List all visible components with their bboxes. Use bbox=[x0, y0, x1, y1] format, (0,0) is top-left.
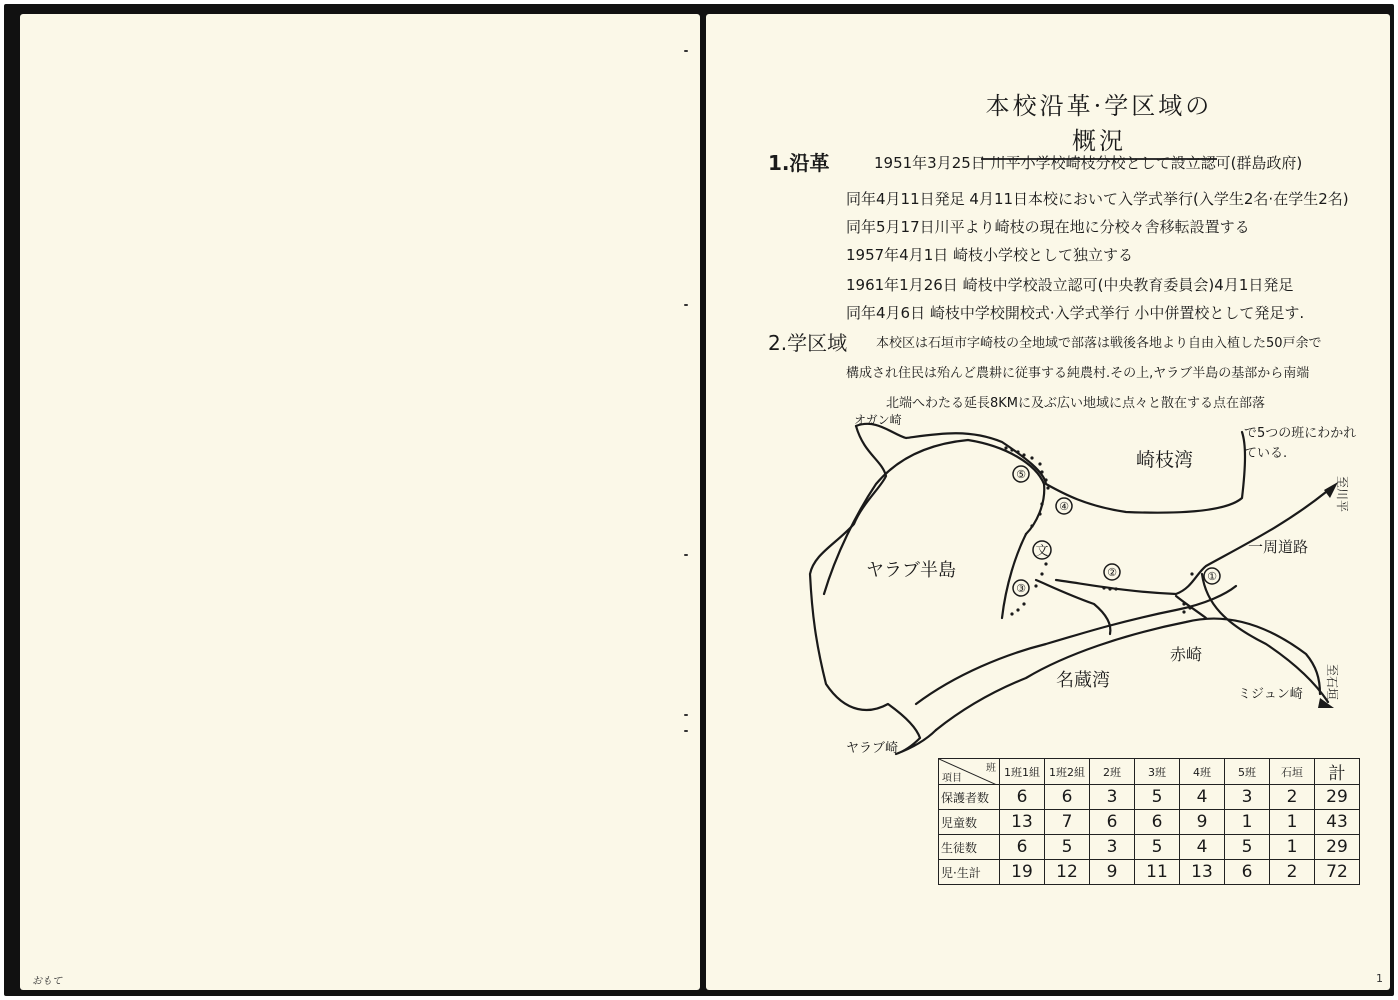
column-header: 2班 bbox=[1090, 759, 1135, 785]
to-kabira-text: 至川平 bbox=[1335, 476, 1349, 513]
mijun-label: ミジュン崎 bbox=[1238, 687, 1303, 702]
stats-table bbox=[938, 758, 1360, 885]
akasaki-label: 赤崎 bbox=[1170, 645, 1203, 664]
to-kabira-label bbox=[1335, 476, 1349, 512]
table-cell: 7 bbox=[1045, 810, 1090, 835]
history-heading: 1.沿革 bbox=[768, 151, 830, 175]
document-spread bbox=[4, 4, 1394, 996]
table-cell: 5 bbox=[1225, 835, 1270, 860]
table-cell: 4 bbox=[1180, 785, 1225, 810]
table-row bbox=[939, 785, 1360, 810]
table-cell: 6 bbox=[1000, 785, 1045, 810]
row-label: 生徒数 bbox=[939, 835, 1000, 860]
punch-mark bbox=[684, 50, 688, 52]
table-row bbox=[939, 810, 1360, 835]
column-header: 3班 bbox=[1135, 759, 1180, 785]
table-cell: 3 bbox=[1225, 785, 1270, 810]
history-line: 1957年4月1日 崎枝小学校として独立する bbox=[846, 246, 1134, 264]
table-cell: 6 bbox=[1045, 785, 1090, 810]
han-1-label: ① bbox=[1207, 570, 1217, 583]
table-cell: 4 bbox=[1180, 835, 1225, 860]
table-cell: 6 bbox=[1225, 860, 1270, 885]
table-cell: 43 bbox=[1315, 810, 1360, 835]
row-label: 児童数 bbox=[939, 810, 1000, 835]
page-number: 1 bbox=[1376, 972, 1383, 985]
school-label: 文 bbox=[1035, 544, 1049, 559]
table-cell: 5 bbox=[1045, 835, 1090, 860]
history-line: 1951年3月25日 川平小学校崎枝分校として設立認可(群島政府) bbox=[874, 154, 1303, 172]
history-line: 同年5月17日川平より崎枝の現在地に分校々舎移転設置する bbox=[846, 218, 1250, 236]
column-header: 計 bbox=[1315, 759, 1360, 785]
district-line: 構成され住民は殆んど農耕に従事する純農村.その上,ヤラブ半島の基部から南端 bbox=[846, 366, 1310, 381]
north-bay-label: 崎枝湾 bbox=[1136, 449, 1194, 471]
table-cell: 1 bbox=[1270, 835, 1315, 860]
page-title: 本校沿革·学区域の概況 bbox=[981, 86, 1217, 160]
table-cell: 9 bbox=[1180, 810, 1225, 835]
table-cell: 1 bbox=[1270, 810, 1315, 835]
table-cell: 9 bbox=[1090, 860, 1135, 885]
column-header: 4班 bbox=[1180, 759, 1225, 785]
table-corner-cell bbox=[939, 759, 1000, 785]
table-header-row bbox=[939, 759, 1360, 785]
table-cell: 29 bbox=[1315, 835, 1360, 860]
table-cell: 6 bbox=[1135, 810, 1180, 835]
table-cell: 3 bbox=[1090, 785, 1135, 810]
corner-top-label: 班 bbox=[986, 763, 996, 774]
table-cell: 72 bbox=[1315, 860, 1360, 885]
road-line bbox=[1036, 580, 1110, 634]
row-label: 児·生計 bbox=[939, 860, 1000, 885]
district-line: ている. bbox=[1244, 446, 1288, 461]
row-label: 保護者数 bbox=[939, 785, 1000, 810]
south-bay-label: 名蔵湾 bbox=[1056, 670, 1110, 691]
punch-mark bbox=[684, 554, 688, 556]
column-header: 1班2組 bbox=[1045, 759, 1090, 785]
to-ishigaki-text: 至石垣 bbox=[1325, 664, 1339, 701]
to-ishigaki-label bbox=[1325, 664, 1339, 700]
table-cell: 1 bbox=[1225, 810, 1270, 835]
column-header: 石垣 bbox=[1270, 759, 1315, 785]
table-cell: 13 bbox=[1180, 860, 1225, 885]
table-cell: 19 bbox=[1000, 860, 1045, 885]
district-heading: 2.学区域 bbox=[768, 331, 848, 355]
settlement-dots bbox=[1004, 446, 1193, 615]
history-line: 1961年1月26日 崎枝中学校設立認可(中央教育委員会)4月1日発足 bbox=[846, 276, 1294, 294]
district-line: で5つの班にわかれ bbox=[1244, 426, 1357, 441]
han-5-label: ⑤ bbox=[1016, 468, 1026, 481]
right-page bbox=[706, 14, 1390, 990]
table-cell: 13 bbox=[1000, 810, 1045, 835]
coastline bbox=[936, 619, 1320, 730]
coastline bbox=[810, 426, 936, 754]
district-map bbox=[706, 14, 1390, 774]
left-page bbox=[20, 14, 700, 990]
punch-mark bbox=[684, 730, 688, 732]
road-label: 一周道路 bbox=[1248, 538, 1309, 556]
column-header: 1班1組 bbox=[1000, 759, 1045, 785]
cape-nw-label: オガン崎 bbox=[854, 413, 902, 427]
history-line: 同年4月6日 崎枝中学校開校式·入学式挙行 小中併置校として発足す. bbox=[846, 304, 1305, 322]
table-row bbox=[939, 835, 1360, 860]
corner-bottom-label: 項目 bbox=[942, 773, 962, 784]
table-row bbox=[939, 860, 1360, 885]
peninsula-label: ヤラブ半島 bbox=[866, 560, 956, 581]
road-line bbox=[1002, 534, 1026, 618]
han-4-label: ④ bbox=[1059, 500, 1069, 513]
history-line: 同年4月11日発足 4月11日本校において入学式挙行(入学生2名·在学生2名) bbox=[846, 190, 1349, 208]
table-cell: 2 bbox=[1270, 785, 1315, 810]
han-2-label: ② bbox=[1107, 566, 1117, 579]
column-header: 5班 bbox=[1225, 759, 1270, 785]
table-cell: 29 bbox=[1315, 785, 1360, 810]
table-cell: 11 bbox=[1135, 860, 1180, 885]
table-cell: 5 bbox=[1135, 785, 1180, 810]
punch-mark bbox=[684, 304, 688, 306]
table-cell: 6 bbox=[1000, 835, 1045, 860]
district-line: 北端へわたる延長8KMに及ぶ広い地域に点々と散在する点在部落 bbox=[886, 396, 1266, 411]
table-cell: 5 bbox=[1135, 835, 1180, 860]
table-cell: 12 bbox=[1045, 860, 1090, 885]
table-cell: 3 bbox=[1090, 835, 1135, 860]
district-line: 本校区は石垣市字崎枝の全地域で部落は戦後各地より自由入植した50戸余で bbox=[876, 336, 1322, 351]
road-line bbox=[1202, 574, 1328, 702]
corner-note: おもて bbox=[32, 976, 62, 987]
table-cell: 6 bbox=[1090, 810, 1135, 835]
table-cell: 2 bbox=[1270, 860, 1315, 885]
han-3-label: ③ bbox=[1016, 582, 1026, 595]
punch-mark bbox=[684, 714, 688, 716]
cape-sw-label: ヤラブ崎 bbox=[846, 741, 899, 756]
